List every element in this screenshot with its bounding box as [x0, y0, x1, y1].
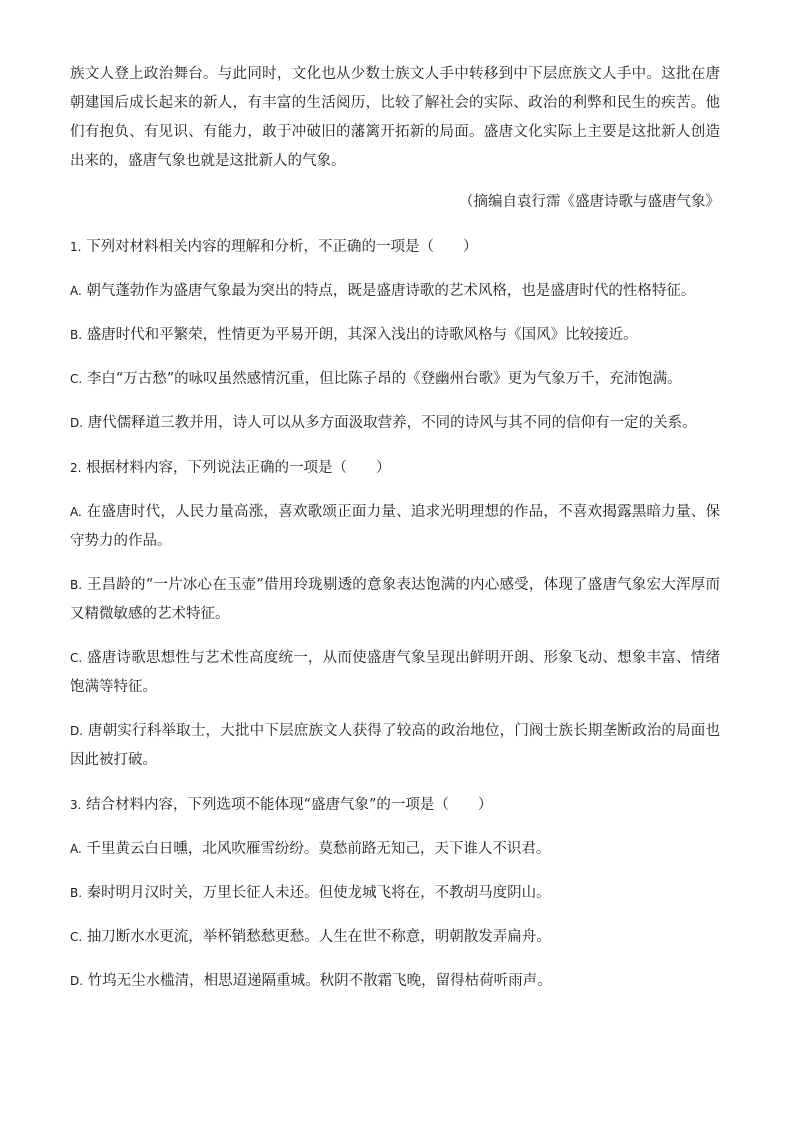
question-3-option-a	[70, 835, 720, 864]
option-letter: B.	[70, 578, 83, 592]
question-1-option-b	[70, 321, 720, 350]
question-1-option-c	[70, 365, 720, 394]
question-2-option-c	[70, 644, 720, 702]
option-text: 唐代儒释道三教并用，诗人可以从多方面汲取营养，不同的诗风与其不同的信仰有一定的关系。	[87, 415, 697, 431]
option-letter: D.	[70, 416, 84, 430]
question-stem: 下列对材料相关内容的理解和分析，不正确的一项是（ ）	[86, 239, 478, 255]
question-number: 1.	[70, 240, 82, 254]
question-2-option-a	[70, 498, 720, 556]
option-letter: A.	[70, 842, 82, 856]
option-letter: A.	[70, 505, 82, 519]
question-3-option-b	[70, 879, 720, 908]
option-letter: C.	[70, 372, 83, 386]
option-letter: B.	[70, 886, 83, 900]
question-1	[70, 233, 720, 262]
option-text: 竹坞无尘水槛清，相思迢递隔重城。秋阴不散霜飞晚，留得枯荷听雨声。	[87, 973, 552, 989]
question-3-option-d	[70, 967, 720, 996]
question-number: 2.	[70, 461, 82, 475]
document-page	[70, 60, 720, 996]
option-letter: D.	[70, 724, 84, 738]
option-text: 在盛唐时代，人民力量高涨，喜欢歌颂正面力量、追求光明理想的作品，不喜欢揭露黑暗力量、保守势力的作品。	[70, 504, 720, 549]
option-text: 王昌龄的“一片冰心在玉壶”借用玲珑剔透的意象表达饱满的内心感受，体现了盛唐气象宏大浑厚而又精微敏感的艺术特征。	[70, 577, 720, 622]
option-text: 千里黄云白日曛，北风吹雁雪纷纷。莫愁前路无知己，天下谁人不识君。	[86, 841, 551, 857]
question-2-option-b	[70, 571, 720, 629]
option-letter: D.	[70, 974, 84, 988]
question-3	[70, 791, 720, 820]
option-letter: C.	[70, 651, 83, 665]
option-text: 秦时明月汉时关，万里长征人未还。但使龙城飞将在，不教胡马度阴山。	[86, 885, 551, 901]
question-2-option-d	[70, 717, 720, 775]
question-stem: 结合材料内容，下列选项不能体现“盛唐气象”的一项是（ ）	[86, 797, 493, 813]
option-text: 盛唐时代和平繁荣，性情更为平易开朗，其深入浅出的诗歌风格与《国风》比较接近。	[86, 327, 638, 343]
option-letter: C.	[70, 930, 83, 944]
option-text: 朝气蓬勃作为盛唐气象最为突出的特点，既是盛唐诗歌的艺术风格，也是盛唐时代的性格特征。	[86, 283, 696, 299]
passage-paragraph: 族文人登上政治舞台。与此同时，文化也从少数士族文人手中转移到中下层庶族文人手中。这批在唐朝建国后成长起来的新人，有丰富的生活阅历，比较了解社会的实际、政治的利弊和民生的疾苦。他们有抱负、有见识、有能力，敢于冲破旧的藩篱开拓新的局面。盛唐文化实际上主要是这批新人创造出来的，盛唐气象也就是这批新人的气象。	[70, 66, 720, 169]
question-2	[70, 454, 720, 483]
option-letter: A.	[70, 284, 82, 298]
question-stem: 根据材料内容，下列说法正确的一项是（ ）	[86, 460, 391, 476]
option-text: 唐朝实行科举取士，大批中下层庶族文人获得了较高的政治地位，门阀士族长期垄断政治的局面也因此被打破。	[70, 723, 721, 768]
passage-source: （摘编自袁行霈《盛唐诗歌与盛唐气象》	[459, 194, 720, 210]
option-text: 抽刀断水水更流，举杯销愁愁更愁。人生在世不称意，明朝散发弄扁舟。	[86, 929, 551, 945]
option-text: 盛唐诗歌思想性与艺术性高度统一，从而使盛唐气象呈现出鲜明开朗、形象飞动、想象丰富、情绪饱满等特征。	[70, 650, 721, 695]
question-number: 3.	[70, 798, 82, 812]
question-3-option-c	[70, 923, 720, 952]
question-1-option-d	[70, 409, 720, 438]
option-text: 李白“万古愁”的咏叹虽然感情沉重，但比陈子昂的《登幽州台歌》更为气象万千，充沛饱满。	[86, 371, 682, 387]
question-1-option-a	[70, 277, 720, 306]
option-letter: B.	[70, 328, 83, 342]
